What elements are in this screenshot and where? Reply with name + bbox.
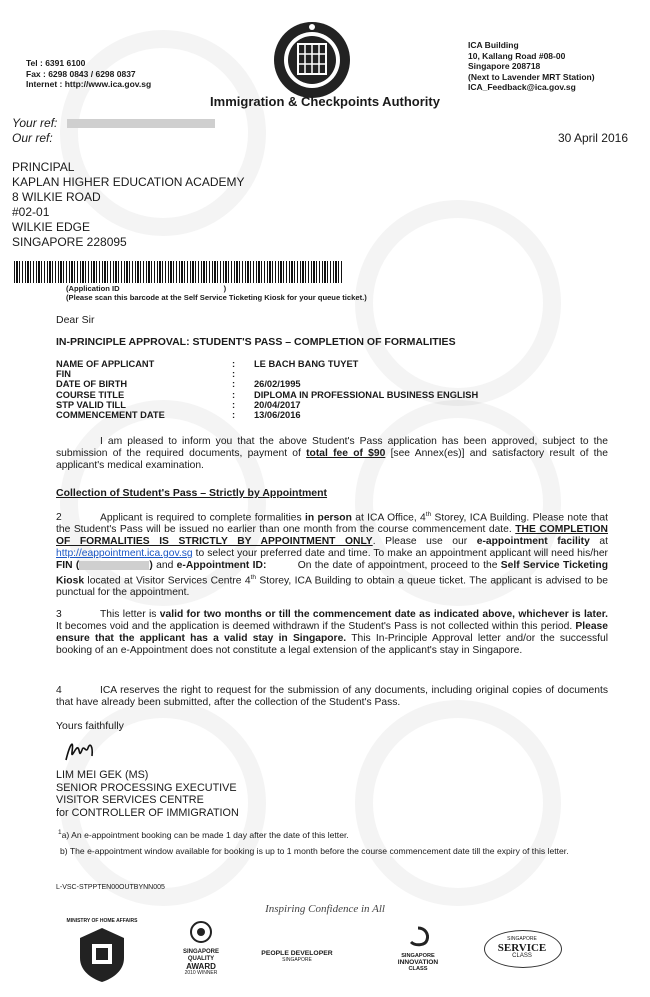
detail-row: NAME OF APPLICANT : LE BACH BANG TUYET [56, 359, 359, 369]
signature-icon [60, 734, 100, 766]
feedback-email: ICA_Feedback@ica.gov.sg [468, 82, 576, 92]
closing: Yours faithfully [56, 720, 124, 732]
innovation-class-logo [388, 926, 448, 973]
innovation-emblem-icon [405, 926, 431, 948]
recipient-line: KAPLAN HIGHER EDUCATION ACADEMY [12, 175, 245, 189]
address-line: 10, Kallang Road #08-00 [468, 50, 566, 61]
sqa-year: 2010 WINNER [184, 970, 218, 976]
signatory-authority: for CONTROLLER OF IMMIGRATION [56, 806, 239, 819]
barcode-caption: (Application ID ) (Please scan this barcode at the Self Service Ticketing Kiosk for your queue ticket.) [66, 284, 367, 302]
section-heading: Collection of Student's Pass – Strictly by Appointment [56, 487, 328, 499]
subject-line: IN-PRINCIPLE APPROVAL: STUDENT'S PASS – COMPLETION OF FORMALITIES [56, 336, 456, 348]
address-line: ICA Building [468, 40, 519, 50]
recipient-line: 8 WILKIE ROAD [12, 190, 101, 204]
people-developer-sub: SINGAPORE [282, 957, 312, 963]
paragraph-3: 3 This letter is valid for two months or till the commencement date as indicated above, whichever is later. It becomes void and the application is deemed withdrawn if the Student's Pass is not collected within this period. Please ensure that the applicant has a valid stay in Singapore. This In-Principle Approval letter and/or the successful booking of an e-Appointment does not constitute a legal extension of the applicant's stay in Singapore. [56, 609, 608, 656]
signatory-block [56, 769, 239, 819]
detail-row: COURSE TITLE : DIPLOMA IN PROFESSIONAL BUSINESS ENGLISH [56, 389, 479, 400]
people-developer-text: PEOPLE DEVELOPER [261, 950, 333, 957]
salutation: Dear Sir [56, 314, 95, 326]
recipient-line: PRINCIPAL [12, 160, 75, 174]
detail-row: STP VALID TILL : 20/04/2017 [56, 399, 301, 410]
barcode-instruction: (Please scan this barcode at the Self Service Ticketing Kiosk for your queue ticket.) [66, 293, 367, 302]
mha-crest-icon [70, 922, 134, 984]
service-bot: CLASS [512, 953, 532, 959]
recipient-line: WILKIE EDGE [12, 220, 91, 234]
detail-row: COMMENCEMENT DATE : 13/06/2016 [56, 410, 301, 421]
fin-redacted [79, 561, 149, 570]
signatory-department: VISITOR SERVICES CENTRE [56, 794, 204, 806]
footnotes [58, 828, 610, 857]
detail-row: FIN : [56, 369, 236, 380]
letter-date: 30 April 2016 [557, 131, 628, 145]
your-ref: Your ref: [12, 116, 215, 130]
service-class-logo [484, 930, 560, 970]
signatory-name: LIM MEI GEK (MS) [56, 769, 149, 781]
paragraph-number: 4 [56, 685, 62, 696]
eappointment-id-redacted [266, 561, 294, 570]
recipient-address [12, 160, 245, 250]
signatory-title: SENIOR PROCESSING EXECUTIVE [56, 781, 237, 794]
recipient-line: #02-01 [12, 205, 50, 219]
detail-row: DATE OF BIRTH : 26/02/1995 [56, 379, 301, 390]
recipient-line: SINGAPORE 228095 [12, 235, 127, 249]
our-ref: Our ref: [12, 131, 53, 145]
signature [60, 734, 100, 766]
crest-icon [268, 20, 356, 100]
paragraph-number: 3 [56, 609, 62, 620]
mha-label: MINISTRY OF HOME AFFAIRS [66, 918, 138, 924]
eappointment-link[interactable]: http://eappointment.ica.gov.sg [56, 548, 193, 560]
application-id-label: (Application ID [66, 284, 120, 293]
your-ref-redacted [67, 119, 215, 128]
tagline: Inspiring Confidence in All [265, 903, 385, 915]
application-id-redacted [122, 286, 222, 293]
address-line: (Next to Lavender MRT Station) [468, 71, 595, 82]
footnote-a: $^1$a) An e-appointment booking can be made 1 day after the date of this letter. [58, 829, 349, 840]
sqa-bot: AWARD [186, 962, 216, 971]
innovation-top: SINGAPORE [401, 953, 435, 959]
paragraph-4: 4 ICA reserves the right to request for the submission of any documents, including original copies of documents that have already been submitted, after the collection of the Student's Pass. [56, 685, 608, 708]
address-line: Singapore 208718 [468, 61, 541, 71]
innovation-mid: INNOVATION [397, 958, 439, 966]
contact-info [26, 58, 151, 90]
ica-address [468, 40, 595, 93]
paragraph-2: 2 Applicant is required to complete formalities in person at ICA Office, 4th Storey, ICA Building. Please note that the Student's Pass will be issued no earlier than one month from the course commencement date. THE COMPLETION OF FORMALITIES IS STRICTLY BY APPOINTMENT ONLY. Please use our e-appointment facility at http://eappointment.ica.gov.sg to select your preferred date and time. To make an appointment applicant will need his/her FIN ( ) and e-Appointment ID: On the date of appointment, proceed to the Self Service Ticketing Kiosk located at Visitor Services Centre 4th Storey, ICA Building to obtain a queue ticket. The applicant is advised to be punctual for the appointment. [56, 511, 609, 599]
fax-text: Fax : 6298 0843 / 6298 0837 [26, 68, 136, 79]
sqa-logo [172, 920, 230, 986]
signature-text [60, 734, 62, 735]
internet-text: Internet : http://www.ica.gov.sg [26, 79, 152, 89]
people-developer-logo [258, 950, 336, 963]
ica-crest [268, 20, 356, 100]
document-code: L-VSC-STPPTEN00OUTBYNN005 [56, 884, 165, 891]
footnote-b: b) The e-appointment window available for booking is up to 1 month before the course commencement date till the expiry of this letter. [60, 846, 569, 857]
mha-logo [66, 918, 138, 984]
innovation-bot: CLASS [408, 966, 428, 973]
watermark-seal [355, 700, 561, 906]
sqa-top: SINGAPORE [182, 949, 219, 955]
barcode [14, 261, 344, 283]
approval-paragraph: I am pleased to inform you that the above Student's Pass application has been approved, subject to the submission of the required documents, payment of total fee of $90 [see Annex(es)] and satisfactory result of the applicant's medical examination. [56, 436, 608, 471]
sqa-emblem-icon [186, 920, 216, 944]
paragraph-number: 2 [56, 512, 62, 524]
appointment-only-notice: THE COMPLETION OF FORMALITIES IS STRICTLY BY APPOINTMENT ONLY [56, 524, 608, 548]
org-name: Immigration & Checkpoints Authority [210, 94, 440, 109]
applicant-details [56, 359, 616, 420]
tel-text: Tel : 6391 6100 [26, 58, 86, 68]
sqa-mid: QUALITY [187, 956, 215, 962]
service-top: SINGAPORE [507, 936, 537, 942]
service-mid: SERVICE [497, 942, 547, 954]
total-fee: total fee of $90 [306, 447, 386, 459]
